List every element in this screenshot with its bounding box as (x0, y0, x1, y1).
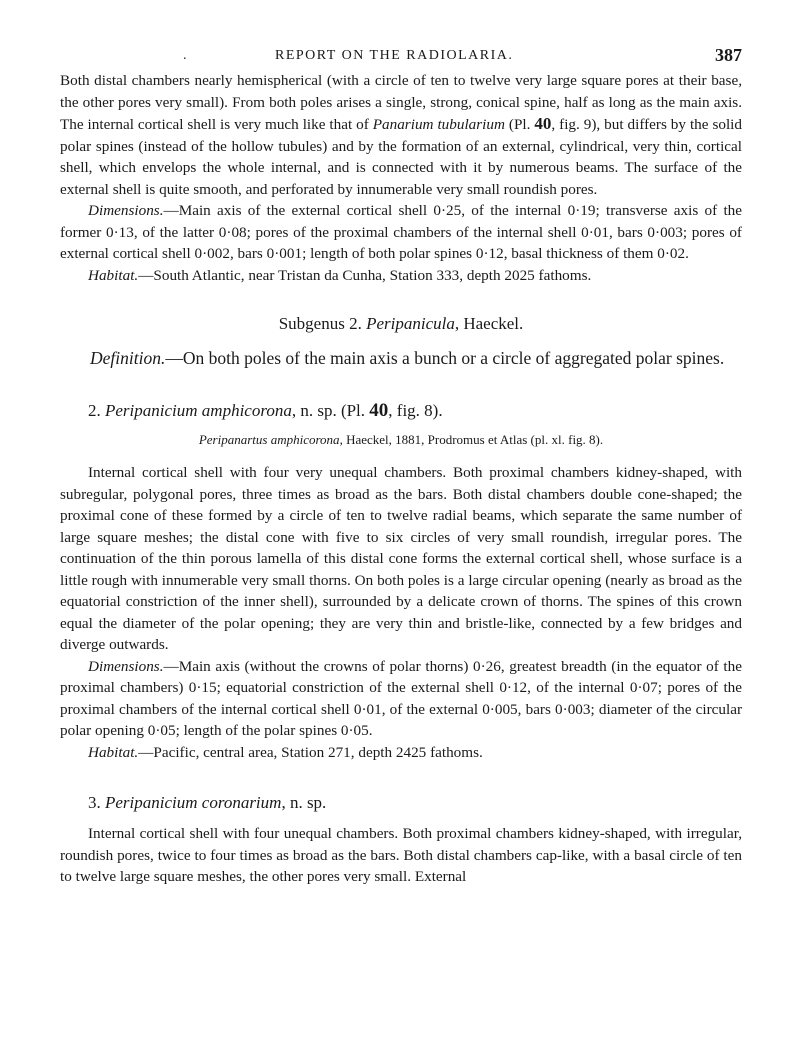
synonym-text: , Haeckel, 1881, Prodromus et Atlas (pl. xl. fig. 8). (339, 432, 604, 447)
habitat-lead: Habitat. (88, 743, 139, 761)
subgenus-name: Peripanicula (366, 314, 455, 333)
subgenus-suffix: , Haeckel. (454, 314, 524, 333)
species-text-2: , fig. 8). (388, 401, 443, 420)
running-title: REPORT ON THE RADIOLARIA. (275, 48, 514, 63)
species-text-1: , n. sp. (Pl. (291, 401, 370, 420)
habitat-dash: — (138, 266, 154, 284)
synonym-name: Peripanartus amphicorona (198, 432, 340, 447)
dimensions-text: Main axis (without the crowns of polar thorns) 0·26, greatest breadth (in the equator of the proximal chambers) 0·15; equatorial constriction of the external shell 0·12, of the internal 0·07; pores of the proximal chambers of the internal cortical shell 0·01, of the external 0·005, bars 0·003; diameter of the circular polar opening 0·05; length of the polar spines 0·05. (60, 657, 742, 739)
definition-paragraph (60, 346, 742, 370)
dimensions-dash: — (163, 657, 179, 675)
header-dot: . (183, 48, 188, 63)
habitat-paragraph-2 (60, 742, 742, 764)
page-number: 387 (715, 45, 742, 65)
synonym-citation (60, 432, 742, 448)
para1-text-1: Both distal chambers nearly hemispherical (with a circle of ten to twelve very large square pores at their base, the other pores very small). From both poles arises a single, strong, conical spine, half as long as the main axis. The internal cortical shell is very much like that of (60, 72, 742, 133)
dimensions-paragraph-2 (60, 656, 742, 742)
habitat-paragraph-1 (60, 265, 742, 287)
plate-number: 40 (369, 400, 389, 421)
species-number: 2. (88, 401, 105, 420)
definition-dash: — (165, 348, 183, 368)
species-name: Peripanicium amphicorona (105, 401, 292, 420)
running-head (60, 40, 742, 70)
subgenus-heading (60, 314, 742, 334)
page (60, 40, 742, 888)
genus-name: Panarium tubularium (372, 116, 505, 133)
habitat-lead: Habitat. (88, 266, 139, 284)
plate-number: 40 (534, 114, 552, 133)
definition-lead: Definition. (90, 348, 166, 368)
description-paragraph-3: Internal cortical shell with four unequal chambers. Both proximal chambers kidney-shaped, with irregular, roundish pores, twice to four times as broad as the bars. Both distal chambers cap-like, with a basal circle of ten to twelve large square meshes, the other pores very small. External (60, 825, 742, 885)
definition-text: On both poles of the main axis a bunch or a circle of aggregated polar spines. (182, 348, 725, 368)
dimensions-paragraph-1 (60, 200, 742, 265)
para1-text-3: , fig. 9), but differs by the solid polar spines (instead of the hollow tubules) and by the formation of an external, cylindrical, very thin, cortical shell, which envelops the whole internal, and is connected with it by numerous beams. The surface of the external shell is quite smooth, and perforated by innumerable very small roundish pores. (60, 116, 742, 198)
para1-text-2: (Pl. (504, 116, 535, 133)
species-name: Peripanicium coronarium (105, 793, 282, 812)
dimensions-dash: — (163, 202, 179, 219)
species-number: 3. (88, 793, 105, 812)
description-paragraph-2: Internal cortical shell with four very unequal chambers. Both proximal chambers kidney-shaped, with subregular, polygonal pores, three times as broad as the bars. Both distal chambers double cone-shaped; the proximal cone of these formed by a circle of ten to twelve radial beams, which separate the same number of large square meshes; the distal cone with five to six circles of very small roundish, irregular pores. The continuation of the thin porous lamella of this distal cone forms the external cortical shell, whose surface is a little rough with innumerable very small thorns. On both poles is a large circular opening (nearly as broad as the equatorial constriction of the inner shell), surrounded by a delicate crown of thorns. The spines of this crown equal the diameter of the polar opening; they are very thin and bristle-like, connected by a few bridges and diverge outwards. (60, 464, 742, 653)
species-heading-2 (60, 400, 742, 422)
species-suffix: , n. sp. (281, 793, 327, 812)
species-heading-3 (60, 793, 742, 813)
dimensions-text: Main axis of the external cortical shell 0·25, of the internal 0·19; transverse axis of the former 0·13, of the latter 0·08; pores of the proximal chambers of the internal shell 0·01, bars 0·003; pores of external cortical shell 0·002, bars 0·001; length of both polar spines 0·12, basal thickness of them 0·02. (60, 202, 742, 262)
description-paragraph-1 (60, 70, 742, 200)
dimensions-lead: Dimensions. (88, 657, 164, 675)
subgenus-prefix: Subgenus 2. (278, 314, 367, 333)
dimensions-lead: Dimensions. (88, 202, 164, 219)
habitat-dash: — (138, 743, 154, 761)
habitat-text: South Atlantic, near Tristan da Cunha, Station 333, depth 2025 fathoms. (153, 266, 592, 284)
habitat-text: Pacific, central area, Station 271, depth 2425 fathoms. (153, 743, 483, 761)
